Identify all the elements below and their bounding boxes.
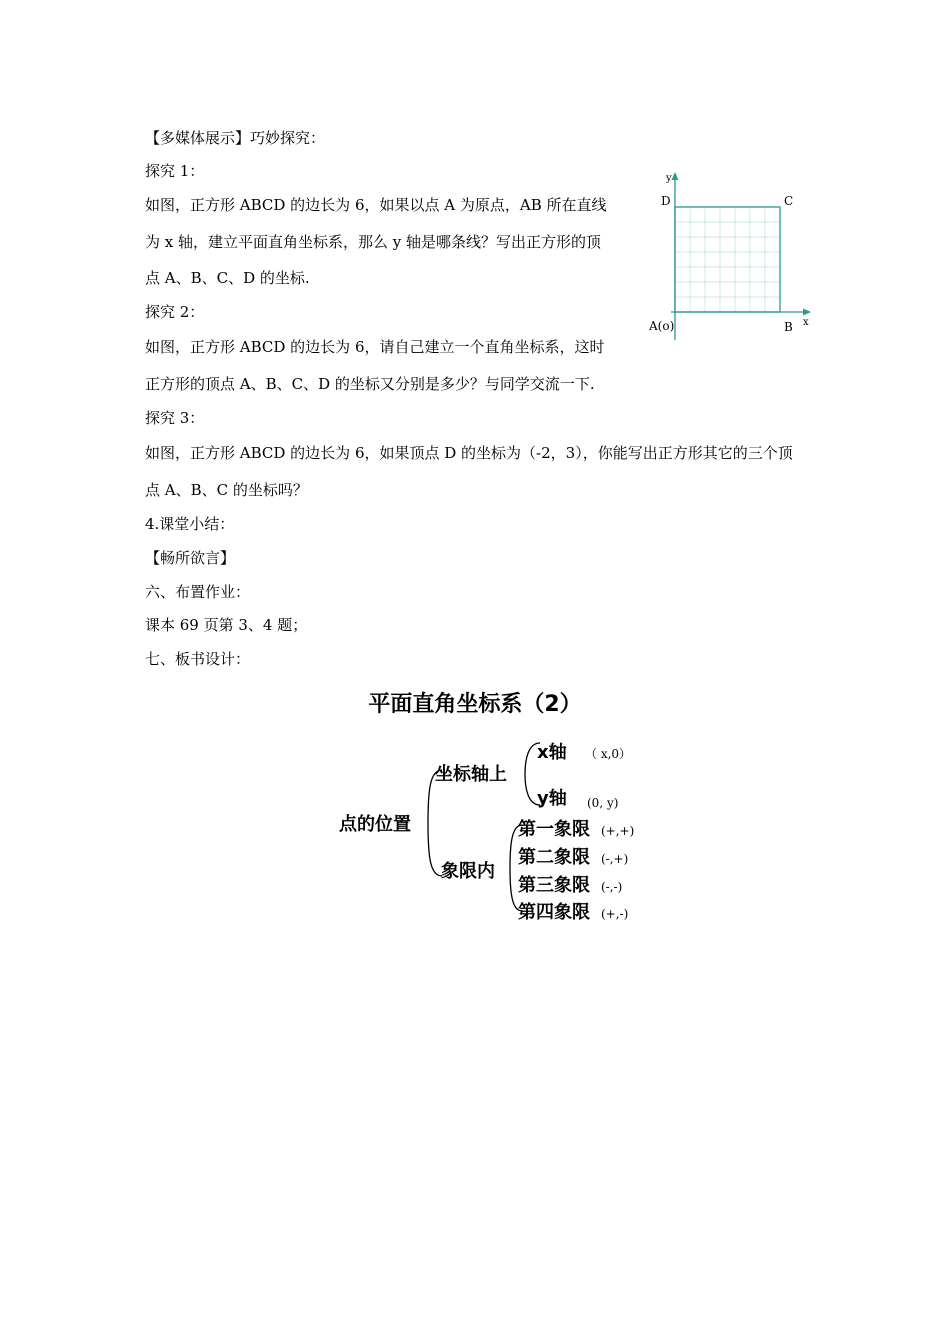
- explore-3-text-line-1: 如图，正方形 ABCD 的边长为 6，如果顶点 D 的坐标为（-2，3），你能写出正方形其它的三个顶: [145, 444, 793, 462]
- homework-heading: 六、布置作业：: [145, 583, 251, 601]
- explore-1-text-line-2: 为 x 轴，建立平面直角坐标系，那么 y 轴是哪条线？写出正方形的顶: [145, 233, 602, 251]
- vertex-label-b: B: [784, 320, 793, 334]
- board-quadrant-4: 第四象限: [518, 902, 590, 923]
- axis-label-x: x: [803, 317, 809, 328]
- explore-1-text-line-1: 如图，正方形 ABCD 的边长为 6，如果以点 A 为原点，AB 所在直线: [145, 196, 607, 214]
- board-in-quadrant: 象限内: [441, 861, 495, 882]
- board-y-axis: y轴: [537, 788, 567, 809]
- board-quadrant-1-sign: (+,+): [601, 824, 635, 838]
- board-root-position-of-point: 点的位置: [339, 814, 411, 835]
- board-x-axis-sign: （ x,0）: [585, 747, 632, 761]
- summary-heading: 4.课堂小结：: [145, 515, 235, 533]
- board-quadrant-2-sign: (-,+): [601, 852, 629, 866]
- explore-1-heading: 探究 1：: [145, 162, 205, 180]
- board-y-axis-sign: (0, y): [587, 796, 619, 810]
- board-x-axis: x轴: [537, 742, 567, 763]
- board-quadrant-3-sign: (-,-): [601, 880, 623, 894]
- board-on-axis: 坐标轴上: [435, 764, 507, 785]
- section-heading-multimedia: 【多媒体展示】巧妙探究：: [145, 129, 326, 147]
- explore-1-text-line-3: 点 A、B、C、D 的坐标.: [145, 269, 310, 287]
- explore-3-heading: 探究 3：: [145, 409, 205, 427]
- board-quadrant-3: 第三象限: [518, 875, 590, 896]
- explore-2-text-line-1: 如图，正方形 ABCD 的边长为 6，请自己建立一个直角坐标系，这时: [145, 338, 605, 356]
- board-design-heading: 七、板书设计：: [145, 650, 251, 668]
- board-quadrant-4-sign: (+,-): [601, 907, 629, 921]
- board-quadrant-1: 第一象限: [518, 819, 590, 840]
- board-title: 平面直角坐标系（2）: [368, 692, 582, 717]
- vertex-label-d: D: [661, 194, 671, 208]
- speak-freely-heading: 【畅所欲言】: [145, 549, 236, 567]
- axis-label-y: y: [666, 173, 672, 184]
- vertex-label-c: C: [784, 194, 794, 208]
- vertex-label-a: A(o): [649, 319, 675, 333]
- homework-text: 课本 69 页第 3、4 题；: [145, 616, 308, 634]
- explore-2-heading: 探究 2：: [145, 303, 205, 321]
- explore-2-text-line-2: 正方形的顶点 A、B、C、D 的坐标又分别是多少？与同学交流一下.: [145, 375, 595, 393]
- board-quadrant-2: 第二象限: [518, 847, 590, 868]
- explore-3-text-line-2: 点 A、B、C 的坐标吗？: [145, 481, 308, 499]
